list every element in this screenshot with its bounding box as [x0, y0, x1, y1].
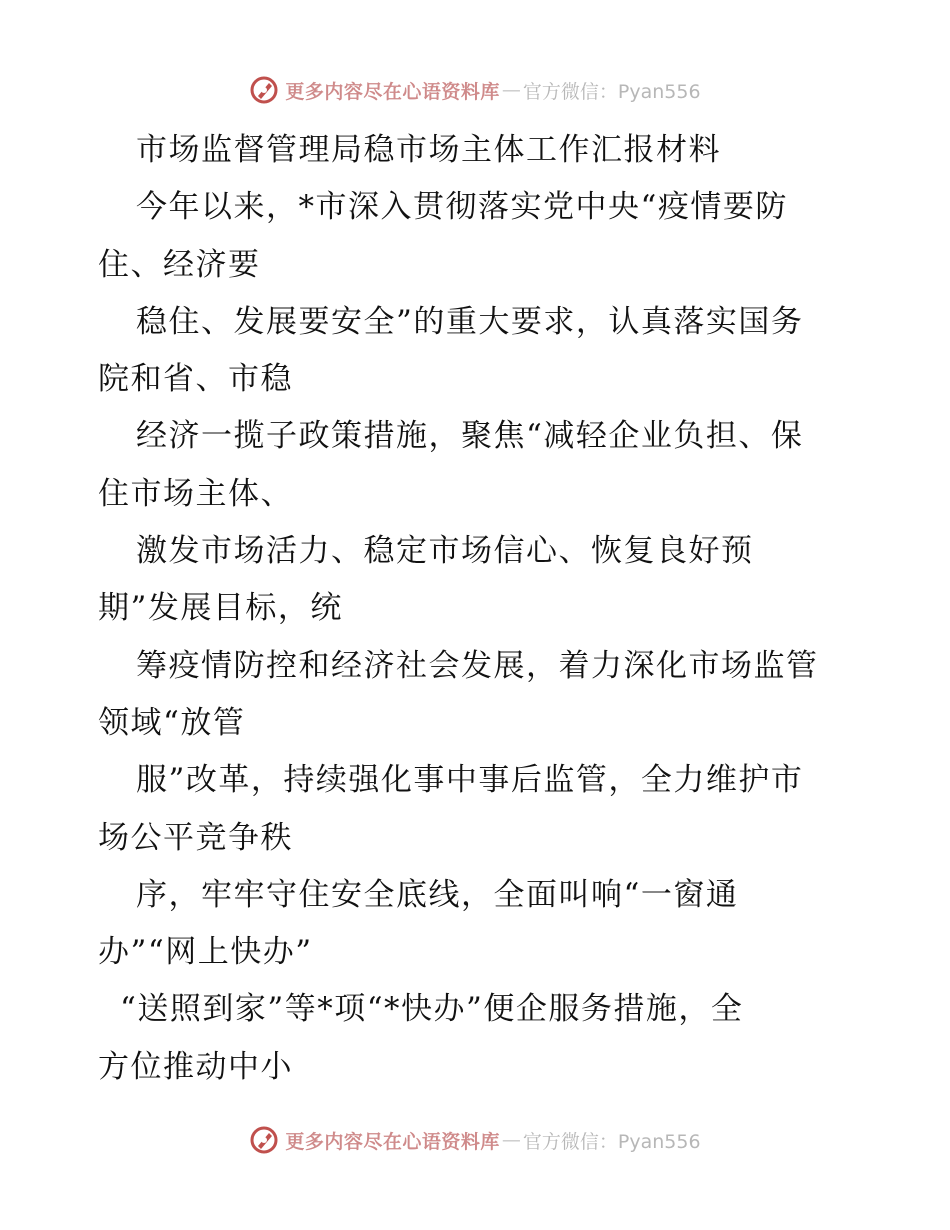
watermark-separator: — — [501, 1129, 521, 1151]
text-line: “送照到家”等*项“*快办”便企服务措施，全 — [120, 991, 744, 1028]
text-line: 办”“网上快办” — [98, 934, 313, 971]
text-line: 领域“放管 — [98, 704, 246, 741]
text-line: 场公平竞争秩 — [98, 819, 293, 856]
text-line: 激发市场活力、稳定市场信心、恢复良好预 — [136, 533, 754, 570]
text-line: 稳住、发展要安全”的重大要求，认真落实国务 — [136, 303, 804, 340]
text-line: 筹疫情防控和经济社会发展，着力深化市场监管 — [136, 647, 819, 684]
text-line: 序，牢牢守住安全底线，全面叫响“一窗通 — [136, 876, 739, 913]
text-line: 住市场主体、 — [98, 475, 293, 512]
footer-watermark — [0, 1120, 950, 1160]
watermark-text: 更多内容尽在心语资料库 — [285, 80, 500, 103]
watermark-separator: — — [501, 79, 521, 101]
text-line: 经济一揽子政策措施，聚焦“减轻企业负担、保 — [136, 418, 804, 455]
text-line: 院和省、市稳 — [98, 361, 293, 398]
text-line: 期”发展目标，统 — [98, 590, 343, 627]
watermark-text: 更多内容尽在心语资料库 — [285, 1130, 500, 1153]
pen-logo-icon — [249, 1125, 279, 1155]
text-line: 住、经济要 — [98, 246, 261, 283]
watermark-contact: 官方微信：Pyan556 — [522, 80, 701, 103]
watermark-contact: 官方微信：Pyan556 — [522, 1130, 701, 1153]
text-line: 方位推动中小 — [98, 1048, 293, 1085]
text-line: 今年以来，*市深入贯彻落实党中央“疫情要防 — [136, 189, 788, 226]
document-title: 市场监督管理局稳市场主体工作汇报材料 — [136, 132, 721, 168]
pen-logo-icon — [249, 75, 279, 105]
header-watermark — [0, 70, 950, 110]
document-body — [98, 122, 858, 1096]
text-line: 服”改革，持续强化事中事后监管，全力维护市 — [136, 762, 804, 799]
